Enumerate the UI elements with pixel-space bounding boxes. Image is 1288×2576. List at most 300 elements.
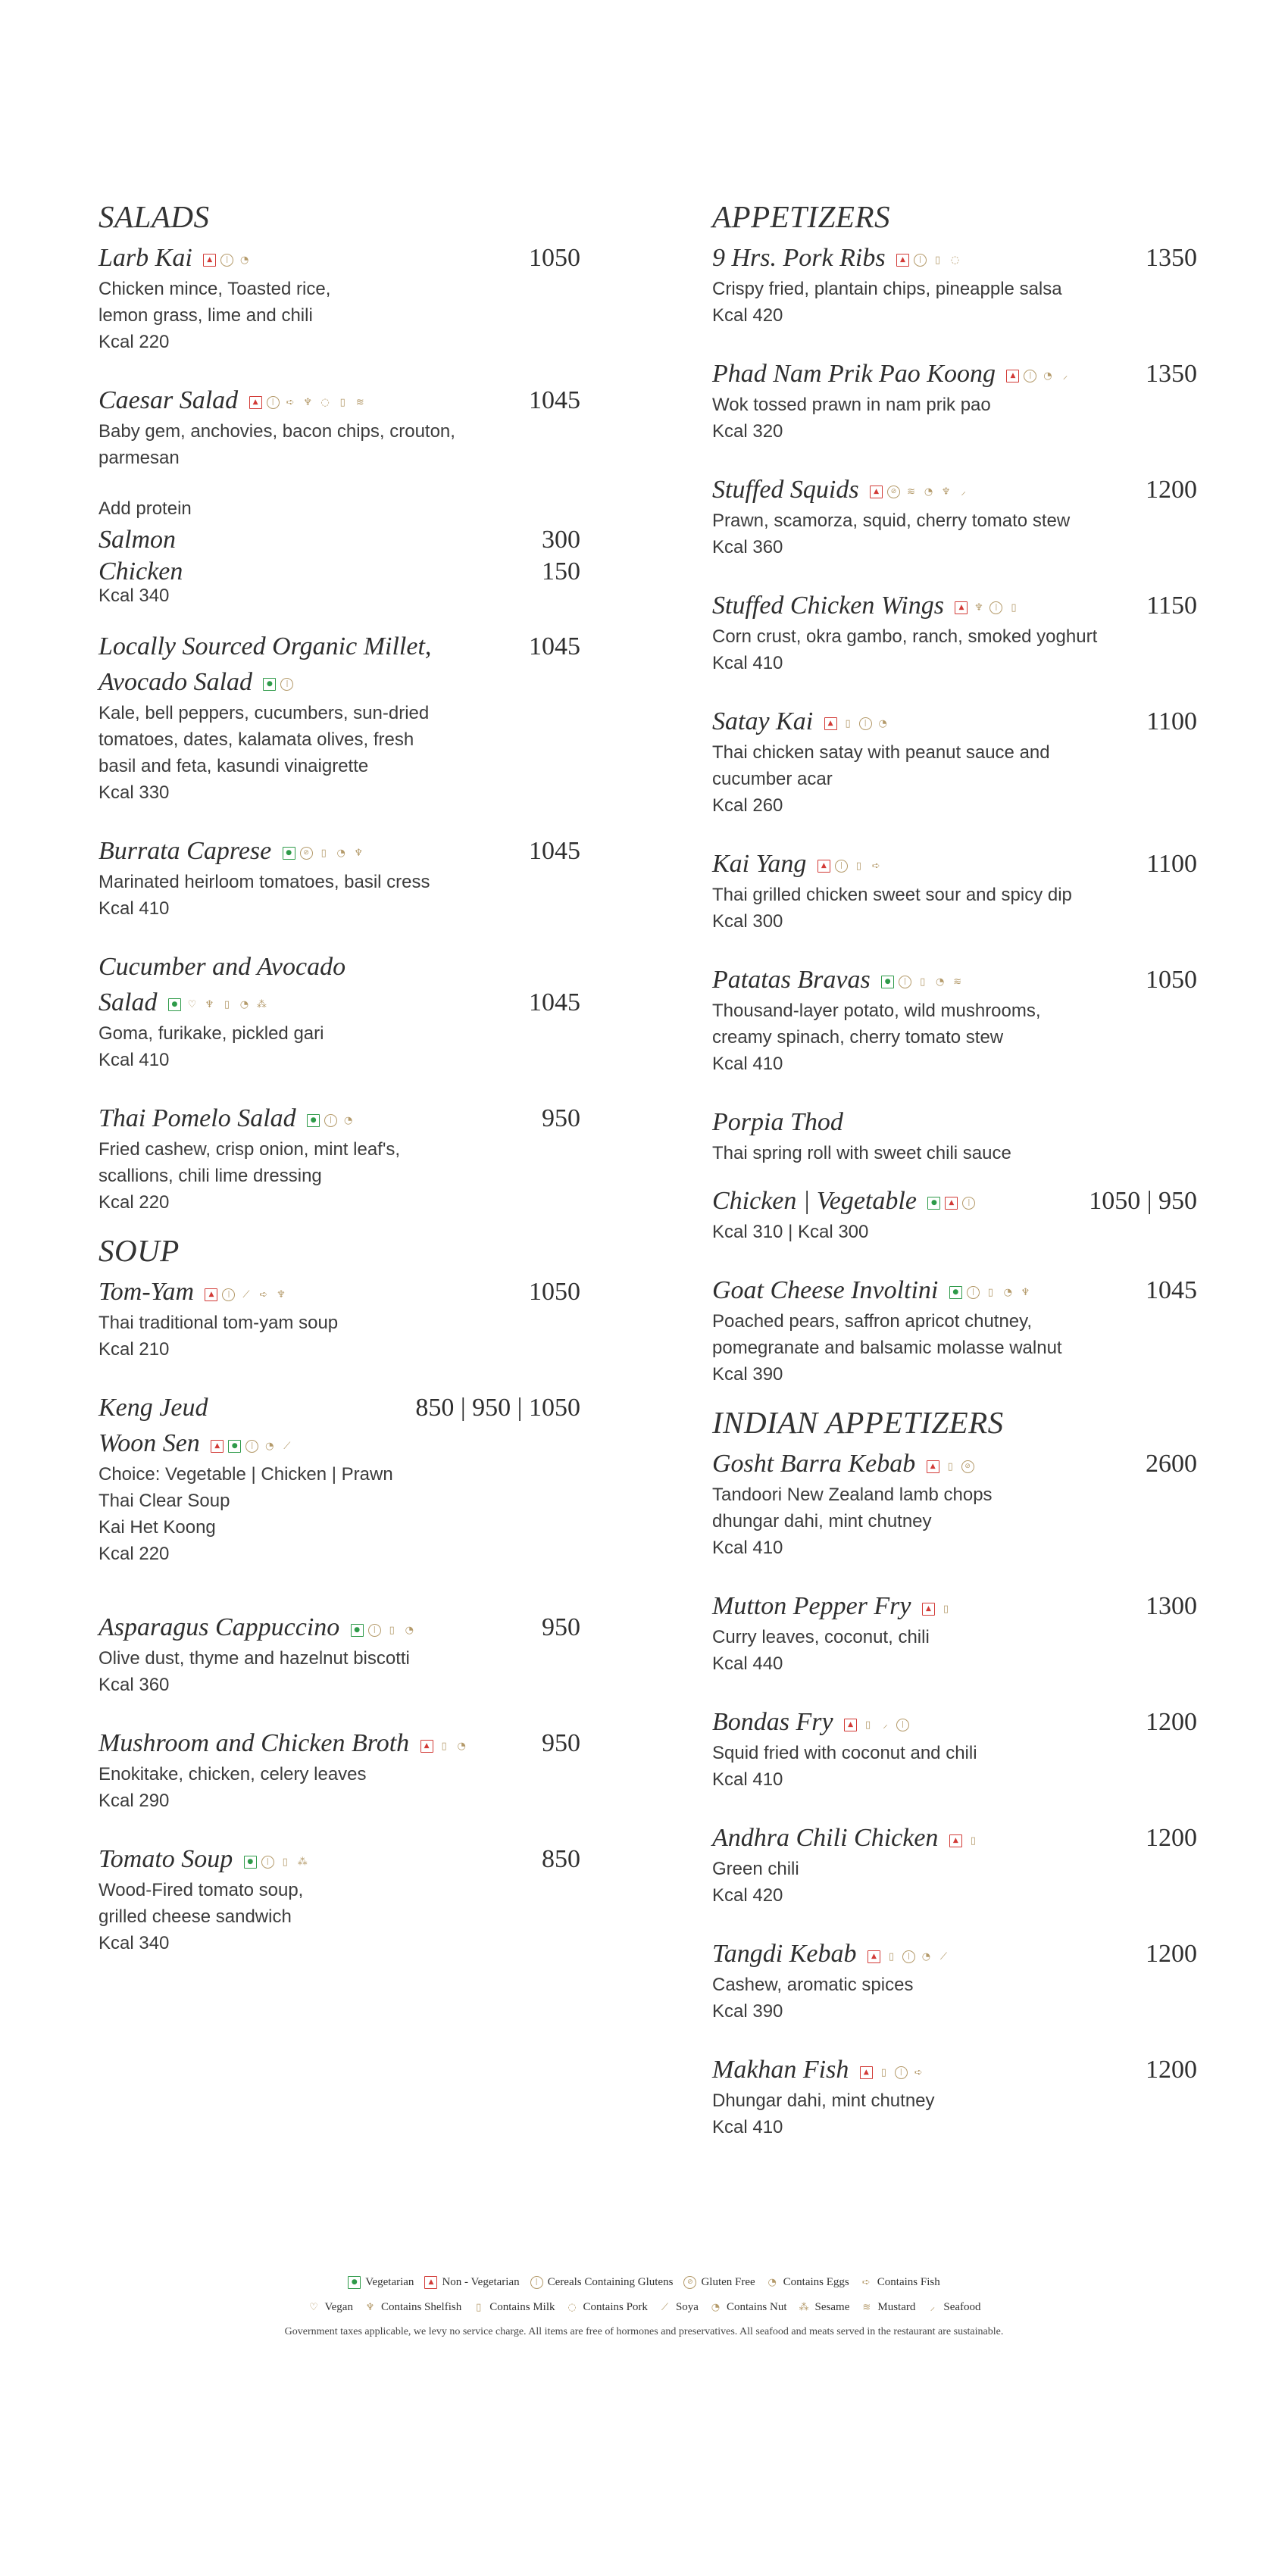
eggs-icon: ◔ bbox=[457, 1740, 466, 1752]
item-description: dhungar dahi, mint chutney bbox=[712, 1511, 932, 1532]
item-description: Enokitake, chicken, celery leaves bbox=[98, 1764, 367, 1785]
legend-label: Gluten Free bbox=[701, 2276, 755, 2288]
menu-item-caesar-salad bbox=[98, 382, 580, 471]
milk-icon: ▯ bbox=[934, 254, 941, 267]
shellfish-icon: ♆ bbox=[365, 2302, 375, 2313]
shellfish-icon: ♆ bbox=[205, 999, 214, 1011]
milk-icon: ▯ bbox=[880, 2066, 886, 2078]
item-kcal: Kcal 330 bbox=[98, 782, 170, 804]
milk-icon: ▯ bbox=[224, 999, 230, 1011]
sesame-icon: ⁂ bbox=[799, 2302, 809, 2313]
legend-entry bbox=[530, 2276, 674, 2289]
menu-item-stuffed-squids bbox=[712, 472, 1197, 560]
item-description: Wok tossed prawn in nam prik pao bbox=[712, 395, 991, 416]
nut-icon: ◔ bbox=[1043, 370, 1052, 382]
legend-entry bbox=[472, 2301, 555, 2314]
dietary-icons bbox=[263, 678, 293, 691]
shellfish-icon: ♆ bbox=[1021, 1287, 1030, 1299]
item-description: Thai chicken satay with peanut sauce and bbox=[712, 742, 1050, 763]
veg-icon: ● bbox=[228, 1440, 241, 1453]
soya-icon: ⟋ bbox=[242, 1288, 250, 1300]
seafood-icon: ⸝ bbox=[930, 2302, 936, 2313]
legend-entry bbox=[307, 2301, 353, 2314]
legend-entry bbox=[709, 2301, 787, 2314]
item-name: Bondas Fry bbox=[712, 1708, 833, 1737]
item-kcal: Kcal 220 bbox=[98, 1544, 170, 1565]
legend-label: Contains Milk bbox=[489, 2301, 555, 2313]
item-description: Thai traditional tom-yam soup bbox=[98, 1313, 339, 1334]
item-description: Green chili bbox=[712, 1859, 799, 1880]
item-kcal: Kcal 220 bbox=[98, 1192, 170, 1213]
item-kcal: Kcal 310 | Kcal 300 bbox=[712, 1222, 869, 1243]
legend-label: Vegan bbox=[324, 2301, 353, 2313]
item-description: basil and feta, kasundi vinaigrette bbox=[98, 756, 369, 777]
eggs-icon: ◔ bbox=[767, 2277, 777, 2288]
dietary-icons bbox=[860, 2066, 925, 2079]
item-description: Tandoori New Zealand lamb chops bbox=[712, 1485, 993, 1506]
item-kcal: Kcal 360 bbox=[712, 537, 783, 558]
item-kcal: Kcal 300 bbox=[712, 911, 783, 932]
legend-label: Contains Pork bbox=[583, 2301, 648, 2313]
item-name: Mutton Pepper Fry bbox=[712, 1592, 911, 1621]
dietary-icons bbox=[949, 1834, 980, 1847]
item-name: Larb Kai bbox=[98, 244, 192, 273]
item-name-line2: Avocado Salad bbox=[98, 668, 253, 697]
item-name: Tom-Yam bbox=[98, 1278, 195, 1307]
gluten-icon: ❘ bbox=[914, 254, 927, 267]
item-description: Thai grilled chicken sweet sour and spicy dip bbox=[712, 885, 1072, 906]
left-column bbox=[98, 198, 580, 1956]
non-veg-icon: ▲ bbox=[205, 1288, 217, 1301]
milk-icon: ▯ bbox=[888, 1950, 895, 1962]
item-price: 1350 bbox=[1146, 244, 1197, 273]
mustard-icon: ≋ bbox=[953, 976, 962, 988]
section-title-soup: SOUP bbox=[98, 1233, 180, 1269]
soya-icon: ⟋ bbox=[939, 1950, 948, 1962]
menu-item-tom-yam bbox=[98, 1274, 580, 1363]
item-price: 1050 bbox=[529, 244, 580, 273]
dietary-icons bbox=[896, 254, 961, 267]
soya-icon: ⟋ bbox=[283, 1440, 291, 1452]
item-kcal: Kcal 360 bbox=[98, 1675, 170, 1696]
eggs-icon: ◔ bbox=[265, 1440, 274, 1452]
item-kcal: Kcal 290 bbox=[98, 1791, 170, 1812]
item-price: 1100 bbox=[1146, 707, 1197, 736]
non-veg-icon: ▲ bbox=[824, 717, 837, 730]
item-name: Keng Jeud bbox=[98, 1394, 208, 1422]
item-price: 1050 bbox=[529, 1278, 580, 1307]
legend-entry bbox=[348, 2276, 414, 2289]
dietary-icons bbox=[244, 1856, 309, 1869]
non-veg-icon: ▲ bbox=[1006, 370, 1019, 382]
menu-item-andhra-chili-chicken bbox=[712, 1820, 1197, 1909]
item-kcal: Kcal 210 bbox=[98, 1339, 170, 1360]
item-name-line2: Woon Sen bbox=[98, 1429, 200, 1458]
item-name: Chicken | Vegetable bbox=[712, 1187, 917, 1216]
menu-item-burrata-caprese bbox=[98, 833, 580, 922]
item-price: 950 bbox=[542, 1104, 580, 1133]
item-price: 1200 bbox=[1146, 1940, 1197, 1969]
legend-entry bbox=[798, 2301, 850, 2314]
non-veg-icon: ▲ bbox=[868, 1950, 880, 1963]
eggs-icon: ◔ bbox=[240, 254, 249, 267]
right-column bbox=[712, 198, 1197, 2140]
menu-item-salmon bbox=[98, 522, 580, 554]
gluten-free-icon: ⊘ bbox=[683, 2276, 696, 2289]
item-description: Squid fried with coconut and chili bbox=[712, 1743, 977, 1764]
item-description: scallions, chili lime dressing bbox=[98, 1166, 322, 1187]
menu-item-kai-yang bbox=[712, 846, 1197, 935]
menu-item-satay-kai bbox=[712, 704, 1197, 819]
item-name: Chicken bbox=[98, 557, 183, 586]
item-description: Wood-Fired tomato soup, bbox=[98, 1880, 304, 1901]
gluten-icon: ❘ bbox=[220, 254, 233, 267]
item-kcal: Kcal 410 bbox=[712, 1769, 783, 1791]
item-name: Phad Nam Prik Pao Koong bbox=[712, 360, 996, 389]
item-price: 950 bbox=[542, 1613, 580, 1642]
item-name: Gosht Barra Kebab bbox=[712, 1450, 916, 1478]
item-price: 1045 bbox=[529, 837, 580, 866]
milk-icon: ▯ bbox=[943, 1603, 949, 1615]
item-price: 850 bbox=[542, 1845, 580, 1874]
shellfish-icon: ♆ bbox=[354, 848, 364, 860]
item-kcal: Kcal 410 bbox=[712, 653, 783, 674]
legend-label: Contains Eggs bbox=[783, 2276, 849, 2288]
gluten-free-icon: ⊘ bbox=[887, 486, 900, 498]
item-kcal: Kcal 410 bbox=[98, 1050, 170, 1071]
item-price: 150 bbox=[542, 557, 580, 586]
item-description: pomegranate and balsamic molasse walnut bbox=[712, 1338, 1062, 1359]
item-description: grilled cheese sandwich bbox=[98, 1906, 292, 1928]
item-price: 1300 bbox=[1146, 1592, 1197, 1621]
legend-label: Non - Vegetarian bbox=[442, 2276, 520, 2288]
milk-icon: ▯ bbox=[864, 1719, 871, 1731]
vegan-icon: ♡ bbox=[187, 999, 197, 1011]
item-name: Caesar Salad bbox=[98, 386, 239, 415]
eggs-icon: ◔ bbox=[239, 999, 249, 1011]
eggs-icon: ◔ bbox=[343, 1115, 353, 1127]
item-price: 300 bbox=[542, 526, 580, 554]
dietary-icons bbox=[927, 1197, 975, 1210]
item-description: Dhungar dahi, mint chutney bbox=[712, 2090, 935, 2112]
item-price: 1045 bbox=[1146, 1276, 1197, 1305]
gluten-free-icon: ⊘ bbox=[961, 1460, 974, 1473]
item-name: Locally Sourced Organic Millet, bbox=[98, 632, 432, 661]
dietary-icons bbox=[283, 847, 365, 860]
milk-icon: ▯ bbox=[947, 1460, 953, 1472]
menu-item-tomato-soup bbox=[98, 1841, 580, 1956]
eggs-icon: ◔ bbox=[1003, 1287, 1013, 1299]
mustard-icon: ≋ bbox=[907, 486, 916, 498]
fish-icon: ➪ bbox=[871, 860, 880, 873]
veg-icon: ● bbox=[263, 678, 276, 691]
legend-label: Cereals Containing Glutens bbox=[547, 2276, 674, 2288]
item-kcal: Kcal 220 bbox=[98, 332, 170, 353]
dietary-icons bbox=[203, 254, 251, 267]
item-description: Thai Clear Soup bbox=[98, 1491, 230, 1512]
gluten-free-icon: ⊘ bbox=[300, 847, 313, 860]
item-kcal: Kcal 420 bbox=[712, 1885, 783, 1906]
non-veg-icon: ▲ bbox=[896, 254, 909, 267]
item-price: 1045 bbox=[529, 632, 580, 661]
pork-icon: ◌ bbox=[950, 254, 960, 267]
menu-item-bondas-fry bbox=[712, 1704, 1197, 1793]
section-title-appetizers: APPETIZERS bbox=[712, 199, 891, 234]
seafood-icon: ⸝ bbox=[1062, 370, 1068, 382]
non-veg-icon: ▲ bbox=[927, 1460, 939, 1473]
nut-icon: ◔ bbox=[336, 848, 345, 860]
item-description: Thousand-layer potato, wild mushrooms, bbox=[712, 1001, 1041, 1022]
dietary-icons bbox=[249, 396, 367, 409]
menu-item-asparagus-cappuccino bbox=[98, 1610, 580, 1698]
seafood-icon: ⸝ bbox=[961, 486, 966, 498]
gluten-icon: ❘ bbox=[902, 1950, 915, 1963]
milk-icon: ▯ bbox=[282, 1856, 288, 1868]
gluten-icon: ❘ bbox=[1024, 370, 1036, 382]
gluten-icon: ❘ bbox=[895, 2066, 908, 2079]
item-name: Andhra Chili Chicken bbox=[712, 1824, 939, 1853]
dietary-icons bbox=[1006, 370, 1071, 382]
menu-item-mushroom-chicken-broth bbox=[98, 1725, 580, 1814]
dietary-icons bbox=[922, 1603, 952, 1616]
sesame-icon: ⁂ bbox=[256, 999, 267, 1011]
veg-icon: ● bbox=[351, 1624, 364, 1637]
item-description: Curry leaves, coconut, chili bbox=[712, 1627, 930, 1648]
item-description: creamy spinach, cherry tomato stew bbox=[712, 1027, 1004, 1048]
item-kcal: Kcal 440 bbox=[712, 1653, 783, 1675]
menu-item-larb-kai bbox=[98, 240, 580, 355]
item-description: tomatoes, dates, kalamata olives, fresh bbox=[98, 729, 414, 751]
fish-icon: ➪ bbox=[259, 1288, 268, 1300]
gluten-icon: ❘ bbox=[899, 976, 911, 988]
dietary-icons bbox=[881, 976, 964, 988]
item-price: 1200 bbox=[1146, 1708, 1197, 1737]
milk-icon: ▯ bbox=[320, 848, 327, 860]
dietary-icons bbox=[955, 601, 1020, 614]
fish-icon: ➪ bbox=[861, 2277, 871, 2288]
fish-icon: ➪ bbox=[286, 397, 295, 409]
non-veg-icon: ▲ bbox=[860, 2066, 873, 2079]
footer-note: Government taxes applicable, we levy no service charge. All items are free of hormones and preservatives. All seafood and meats served in the restaurant are sustainable. bbox=[284, 2326, 1004, 2337]
veg-icon: ● bbox=[283, 847, 295, 860]
shellfish-icon: ♆ bbox=[303, 397, 312, 409]
legend-entry bbox=[926, 2301, 980, 2314]
legend-entry bbox=[683, 2276, 755, 2289]
non-veg-icon: ▲ bbox=[955, 601, 968, 614]
add-protein-label: Add protein bbox=[98, 498, 192, 520]
veg-icon: ● bbox=[168, 998, 181, 1011]
legend-entry bbox=[860, 2301, 915, 2314]
gluten-icon: ❘ bbox=[280, 678, 293, 691]
item-name-line2: Salad bbox=[98, 988, 158, 1017]
item-name: Stuffed Squids bbox=[712, 476, 859, 504]
item-price: 1100 bbox=[1146, 850, 1197, 879]
item-description: Poached pears, saffron apricot chutney, bbox=[712, 1311, 1033, 1332]
item-name: Patatas Bravas bbox=[712, 966, 871, 994]
item-name: Mushroom and Chicken Broth bbox=[98, 1729, 410, 1758]
sesame-icon: ⁂ bbox=[297, 1856, 308, 1868]
item-description: cucumber acar bbox=[712, 769, 833, 790]
legend-entry bbox=[424, 2276, 519, 2289]
item-name: Stuffed Chicken Wings bbox=[712, 592, 944, 620]
veg-icon: ● bbox=[348, 2276, 361, 2289]
item-kcal: Kcal 410 bbox=[712, 1054, 783, 1075]
item-kcal: Kcal 410 bbox=[98, 898, 170, 920]
item-kcal: Kcal 340 bbox=[98, 1933, 170, 1954]
item-name: Tomato Soup bbox=[98, 1845, 233, 1874]
veg-icon: ● bbox=[949, 1286, 962, 1299]
non-veg-icon: ▲ bbox=[203, 254, 216, 267]
dietary-icons bbox=[818, 860, 883, 873]
milk-icon: ▯ bbox=[845, 718, 851, 730]
mustard-icon: ≋ bbox=[355, 397, 364, 409]
item-price: 1200 bbox=[1146, 1824, 1197, 1853]
gluten-icon: ❘ bbox=[245, 1440, 258, 1453]
eggs-icon: ◔ bbox=[936, 976, 945, 988]
item-kcal: Kcal 410 bbox=[712, 1538, 783, 1559]
item-description: Marinated heirloom tomatoes, basil cress bbox=[98, 872, 430, 893]
milk-icon: ▯ bbox=[389, 1624, 395, 1636]
gluten-icon: ❘ bbox=[530, 2276, 543, 2289]
item-name: Cucumber and Avocado bbox=[98, 953, 346, 982]
veg-icon: ● bbox=[244, 1856, 257, 1869]
vegan-icon: ♡ bbox=[309, 2302, 318, 2313]
item-description: Crispy fried, plantain chips, pineapple salsa bbox=[712, 279, 1062, 300]
non-veg-icon: ▲ bbox=[870, 486, 883, 498]
legend-entry bbox=[658, 2301, 699, 2314]
menu-item-cucumber-avocado-salad bbox=[98, 949, 580, 1073]
seafood-icon: ⸝ bbox=[883, 1719, 888, 1731]
gluten-icon: ❘ bbox=[967, 1286, 980, 1299]
pork-icon: ◌ bbox=[320, 397, 330, 409]
item-price: 950 bbox=[542, 1729, 580, 1758]
dietary-icons bbox=[949, 1286, 1032, 1299]
legend-entry bbox=[566, 2301, 648, 2314]
menu-item-phad-nam-prik-pao-koong bbox=[712, 356, 1197, 445]
veg-icon: ● bbox=[881, 976, 894, 988]
legend-entry bbox=[766, 2276, 849, 2289]
dietary-icons bbox=[420, 1740, 468, 1753]
item-kcal: Kcal 260 bbox=[712, 795, 783, 817]
shellfish-icon: ♆ bbox=[277, 1288, 286, 1300]
dietary-icons bbox=[868, 1950, 950, 1963]
dietary-icons bbox=[870, 486, 970, 498]
item-price: 1045 bbox=[529, 988, 580, 1017]
item-name: Kai Yang bbox=[712, 850, 807, 879]
milk-icon: ▯ bbox=[476, 2302, 482, 2313]
item-description: Olive dust, thyme and hazelnut biscotti bbox=[98, 1648, 410, 1669]
item-description: parmesan bbox=[98, 448, 180, 469]
menu-item-millet-avocado-salad bbox=[98, 629, 580, 806]
legend-label: Contains Shelfish bbox=[380, 2301, 462, 2313]
item-name: Satay Kai bbox=[712, 707, 814, 736]
item-price: 2600 bbox=[1146, 1450, 1197, 1478]
allergen-legend bbox=[0, 2276, 1288, 2338]
item-description: Corn crust, okra gambo, ranch, smoked yoghurt bbox=[712, 626, 1098, 648]
legend-label: Vegetarian bbox=[365, 2276, 414, 2288]
menu-item-tangdi-kebab bbox=[712, 1936, 1197, 2025]
legend-row-2 bbox=[0, 2301, 1288, 2314]
item-description: Kale, bell peppers, cucumbers, sun-dried bbox=[98, 703, 430, 724]
item-price: 1050 | 950 bbox=[1089, 1187, 1197, 1216]
item-description: Fried cashew, crisp onion, mint leaf's, bbox=[98, 1139, 401, 1160]
item-kcal: Kcal 320 bbox=[712, 421, 783, 442]
item-kcal: Kcal 340 bbox=[98, 585, 170, 607]
menu-item-stuffed-chicken-wings bbox=[712, 588, 1197, 676]
dietary-icons bbox=[168, 998, 268, 1011]
menu-item-keng-jeud-woon-sen bbox=[98, 1390, 580, 1567]
soya-icon: ⟋ bbox=[661, 2302, 668, 2313]
non-veg-icon: ▲ bbox=[844, 1719, 857, 1731]
milk-icon: ▯ bbox=[920, 976, 926, 988]
item-description: Kai Het Koong bbox=[98, 1517, 216, 1538]
gluten-icon: ❘ bbox=[368, 1624, 381, 1637]
legend-label: Sesame bbox=[814, 2301, 850, 2313]
item-price: 1200 bbox=[1146, 2056, 1197, 2084]
section-title-indian-appetizers: INDIAN APPETIZERS bbox=[712, 1405, 1004, 1441]
veg-icon: ● bbox=[927, 1197, 940, 1210]
item-description: Goma, furikake, pickled gari bbox=[98, 1023, 324, 1044]
gluten-icon: ❘ bbox=[962, 1197, 975, 1210]
gluten-icon: ❘ bbox=[859, 717, 872, 730]
dietary-icons bbox=[307, 1114, 355, 1127]
gluten-icon: ❘ bbox=[261, 1856, 274, 1869]
non-veg-icon: ▲ bbox=[420, 1740, 433, 1753]
non-veg-icon: ▲ bbox=[211, 1440, 224, 1453]
item-description: Baby gem, anchovies, bacon chips, crouton, bbox=[98, 421, 455, 442]
gluten-icon: ❘ bbox=[835, 860, 848, 873]
legend-row-1 bbox=[0, 2276, 1288, 2289]
milk-icon: ▯ bbox=[970, 1834, 976, 1847]
menu-item-chicken bbox=[98, 554, 580, 609]
item-name: Goat Cheese Involtini bbox=[712, 1276, 939, 1305]
menu-item-patatas-bravas bbox=[712, 962, 1197, 1077]
mustard-icon: ≋ bbox=[862, 2302, 871, 2313]
item-description: Cashew, aromatic spices bbox=[712, 1975, 914, 1996]
item-description: Thai spring roll with sweet chili sauce bbox=[712, 1143, 1011, 1164]
item-name: Asparagus Cappuccino bbox=[98, 1613, 340, 1642]
nut-icon: ◔ bbox=[921, 1950, 931, 1962]
menu-item-makhan-fish bbox=[712, 2052, 1197, 2140]
menu-item-porpia-thod-variants bbox=[712, 1183, 1197, 1245]
gluten-icon: ❘ bbox=[222, 1288, 235, 1301]
non-veg-icon: ▲ bbox=[249, 396, 262, 409]
dietary-icons bbox=[211, 1440, 293, 1453]
item-name: Porpia Thod bbox=[712, 1108, 843, 1137]
shellfish-icon: ♆ bbox=[974, 602, 983, 614]
item-price: 1200 bbox=[1146, 476, 1197, 504]
dietary-icons bbox=[927, 1460, 974, 1473]
dietary-icons bbox=[824, 717, 889, 730]
non-veg-icon: ▲ bbox=[818, 860, 830, 873]
item-description: Prawn, scamorza, squid, cherry tomato stew bbox=[712, 511, 1071, 532]
veg-icon: ● bbox=[307, 1114, 320, 1127]
legend-label: Contains Fish bbox=[877, 2276, 940, 2288]
legend-label: Mustard bbox=[877, 2301, 916, 2313]
shellfish-icon: ♆ bbox=[941, 486, 951, 498]
legend-label: Seafood bbox=[943, 2301, 981, 2313]
item-price: 1350 bbox=[1146, 360, 1197, 389]
item-kcal: Kcal 390 bbox=[712, 2001, 783, 2022]
menu-item-goat-cheese-involtini bbox=[712, 1272, 1197, 1388]
gluten-icon: ❘ bbox=[896, 1719, 909, 1731]
nut-icon: ◔ bbox=[711, 2302, 721, 2313]
item-name: Burrata Caprese bbox=[98, 837, 272, 866]
item-kcal: Kcal 420 bbox=[712, 305, 783, 326]
eggs-icon: ◔ bbox=[878, 718, 887, 730]
item-name: Thai Pomelo Salad bbox=[98, 1104, 296, 1133]
legend-label: Contains Nut bbox=[726, 2301, 787, 2313]
